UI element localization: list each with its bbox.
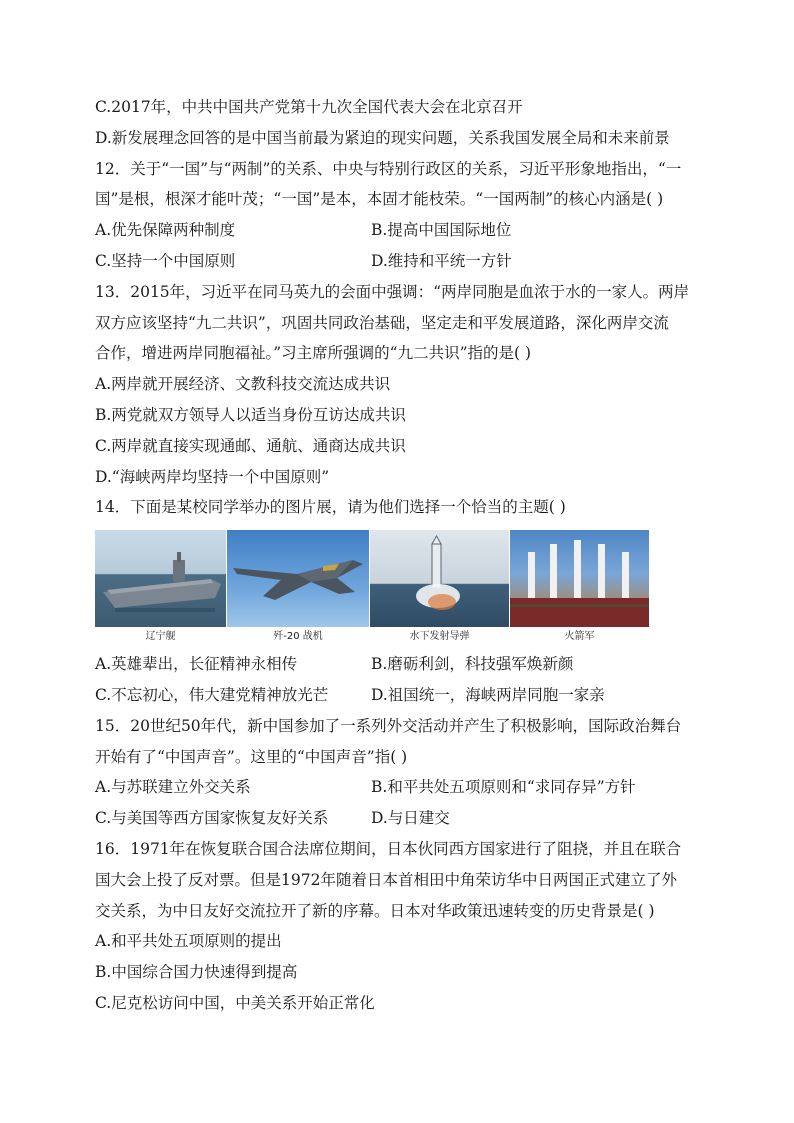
q15-option-c: C.与美国等西方国家恢复友好关系 <box>95 809 329 828</box>
q15-stem-line2: 开始有了“中国声音”。这里的“中国声音”指( ) <box>95 747 408 766</box>
q12-options-row2 <box>95 246 705 277</box>
aircraft-carrier-icon <box>95 530 226 627</box>
q14-options-row2 <box>95 680 705 711</box>
q16-stem-line3: 交关系，为中日友好交流拉开了新的序幕。日本对华政策迅速转变的历史背景是( ) <box>95 901 655 920</box>
q11-option-d: D.新发展理念回答的是中国当前最为紧迫的现实问题，关系我国发展全局和未来前景 <box>95 128 670 147</box>
q16-option-b: B.中国综合国力快速得到提高 <box>95 963 298 982</box>
q12-option-b: B.提高中国国际地位 <box>371 221 512 240</box>
photo-liaoning-carrier <box>95 530 226 647</box>
aircraft-carrier-image <box>95 530 226 627</box>
q15-stem-line1: 15．20世纪50年代，新中国参加了一系列外交活动并产生了积极影响，国际政治舞台 <box>95 716 682 735</box>
missile-icon <box>370 530 509 627</box>
photo-j20-fighter <box>227 530 369 647</box>
q14-option-b: B.磨砺利剑，科技强军焕新颜 <box>371 655 574 674</box>
q13-stem-line3: 合作，增进两岸同胞福祉。”习主席所强调的“九二共识”指的是( ) <box>95 344 532 363</box>
q11-option-c: C.2017年，中共中国共产党第十九次全国代表大会在北京召开 <box>95 98 523 116</box>
q13-option-a: A.两岸就开展经济、文教科技交流达成共识 <box>95 375 391 394</box>
q12-options-row1 <box>95 215 705 246</box>
q15-option-d: D.与日建交 <box>371 809 450 828</box>
missile-launch-image <box>370 530 509 627</box>
photo-rocket-force <box>510 530 649 647</box>
q12-option-a: A.优先保障两种制度 <box>95 221 236 240</box>
photo-exhibition <box>95 530 705 647</box>
q14-option-d: D.祖国统一，海峡两岸同胞一家亲 <box>371 685 605 704</box>
exam-page <box>95 92 705 1019</box>
q14-options-row1 <box>95 649 705 680</box>
caption-j20: 歼-20 战机 <box>273 631 323 643</box>
caption-rocket-force: 火箭军 <box>564 631 595 643</box>
q15-options-row2 <box>95 803 705 834</box>
q12-stem-line1: 12．关于“一国”与“两制”的关系、中央与特别行政区的关系，习近平形象地指出，“一 <box>95 159 682 178</box>
q13-stem-line1: 13．2015年，习近平在同马英九的会面中强调：“两岸同胞是血浓于水的一家人。两岸 <box>95 282 690 301</box>
q14-stem: 14．下面是某校同学举办的图片展，请为他们选择一个恰当的主题( ) <box>95 498 566 517</box>
rocket-force-image <box>510 530 649 627</box>
q15-options-row1 <box>95 772 705 803</box>
q14-option-a: A.英雄辈出，长征精神永相传 <box>95 655 298 674</box>
q12-stem-line2: 国”是根，根深才能叶茂；“一国”是本，本固才能枝荣。“一国两制”的核心内涵是( ) <box>95 190 664 209</box>
fighter-jet-image <box>227 530 369 627</box>
q13-option-b: B.两党就双方领导人以适当身份互访达成共识 <box>95 405 406 424</box>
q16-stem-line1: 16．1971年在恢复联合国合法席位期间，日本伙同西方国家进行了阻挠，并且在联合 <box>95 839 682 858</box>
q13-option-c: C.两岸就直接实现通邮、通航、通商达成共识 <box>95 436 406 455</box>
q12-option-d: D.维持和平统一方针 <box>371 251 512 270</box>
caption-liaoning: 辽宁舰 <box>145 631 176 643</box>
q15-option-b: B.和平共处五项原则和“求同存异”方针 <box>371 778 636 797</box>
q16-option-a: A.和平共处五项原则的提出 <box>95 932 282 951</box>
photo-underwater-missile <box>370 530 509 647</box>
q16-stem-line2: 国大会上投了反对票。但是1972年随着日本首相田中角荣访华中日两国正式建立了外 <box>95 870 677 889</box>
q13-option-d: D.“海峡两岸均坚持一个中国原则” <box>95 467 330 486</box>
rocket-icon <box>510 530 649 627</box>
q16-option-c: C.尼克松访问中国，中美关系开始正常化 <box>95 993 375 1012</box>
q14-option-c: C.不忘初心，伟大建党精神放光芒 <box>95 685 329 704</box>
q12-option-c: C.坚持一个中国原则 <box>95 251 236 270</box>
fighter-jet-icon <box>227 530 369 627</box>
q15-option-a: A.与苏联建立外交关系 <box>95 778 251 797</box>
caption-missile: 水下发射导弹 <box>409 631 470 643</box>
q13-stem-line2: 双方应该坚持“九二共识”，巩固共同政治基础，坚定走和平发展道路，深化两岸交流 <box>95 313 669 332</box>
